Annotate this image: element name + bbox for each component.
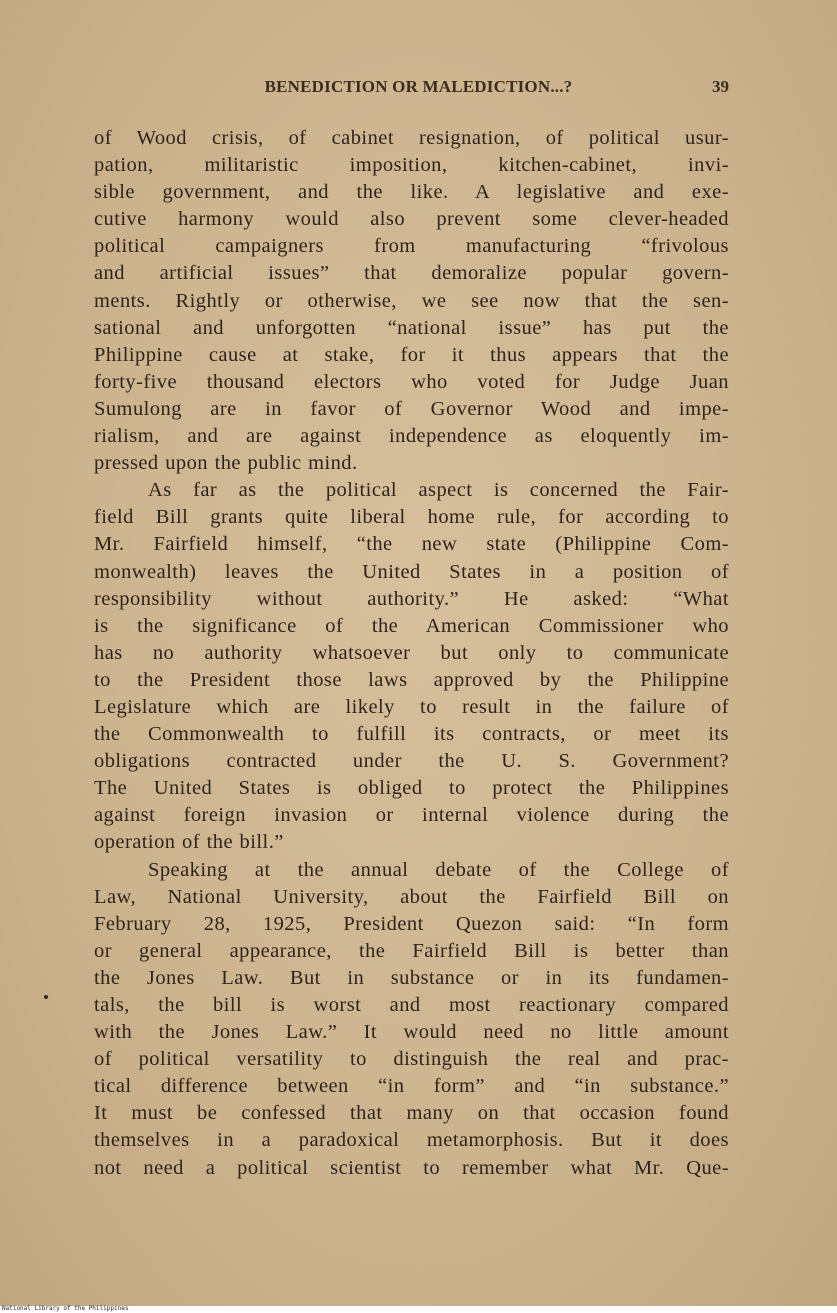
text-line: Philippine cause at stake, for it thus appears that the xyxy=(94,343,729,366)
text-line: or general appearance, the Fairfield Bill is better than xyxy=(94,939,729,962)
text-line: with the Jones Law.” It would need no little amount xyxy=(94,1021,729,1044)
text-line: obligations contracted under the U. S. Government? xyxy=(94,750,729,773)
text-line: field Bill grants quite liberal home rule, for according to xyxy=(94,506,729,529)
text-line: Legislature which are likely to result in the failure of xyxy=(94,695,729,718)
paragraph-2 xyxy=(94,477,729,856)
text-line: The United States is obliged to protect the Philippines xyxy=(94,777,729,800)
text-line: political campaigners from manufacturing “frivolous xyxy=(94,235,729,258)
text-line: to the President those laws approved by the Philippine xyxy=(94,668,729,691)
text-line: of Wood crisis, of cabinet resignation, of political usur- xyxy=(94,127,729,149)
text-line: is the significance of the American Commissioner who xyxy=(94,614,729,637)
text-line: cutive harmony would also prevent some clever-headed xyxy=(94,208,729,231)
text-line: forty-five thousand electors who voted for Judge Juan xyxy=(94,370,729,393)
text-line: It must be confessed that many on that occasion found xyxy=(94,1102,729,1125)
page-header xyxy=(0,77,837,101)
page-number: 39 xyxy=(712,77,729,96)
paragraph-3 xyxy=(94,857,729,1182)
body-text xyxy=(94,125,729,1182)
text-line: pation, militaristic imposition, kitchen-cabinet, invi- xyxy=(94,154,729,177)
text-line: rialism, and are against independence as eloquently im- xyxy=(94,425,729,448)
text-line: Speaking at the annual debate of the College of xyxy=(148,858,729,881)
text-line: ments. Rightly or otherwise, we see now that the sen- xyxy=(94,289,729,312)
ink-speck xyxy=(44,995,48,999)
text-line: operation of the bill.” xyxy=(94,831,284,854)
text-line: Mr. Fairfield himself, “the new state (Philippine Com- xyxy=(94,533,729,556)
text-line: the Commonwealth to fulfill its contracts, or meet its xyxy=(94,723,729,746)
text-line: monwealth) leaves the United States in a position of xyxy=(94,560,729,583)
text-line: themselves in a paradoxical metamorphosis. But it does xyxy=(94,1129,729,1152)
text-line: sible government, and the like. A legislative and exe- xyxy=(94,181,729,204)
library-credit: National Library of the Philippines xyxy=(2,1305,129,1312)
text-line: the Jones Law. But in substance or in its fundamen- xyxy=(94,966,729,989)
text-line: tals, the bill is worst and most reactionary compared xyxy=(94,994,729,1016)
text-line: pressed upon the public mind. xyxy=(94,452,358,475)
text-line: Law, National University, about the Fairfield Bill on xyxy=(94,885,729,908)
text-line: February 28, 1925, President Quezon said: “In form xyxy=(94,912,729,935)
text-line: sational and unforgotten “national issue” has put the xyxy=(94,316,729,339)
text-line: and artificial issues” that demoralize popular govern- xyxy=(94,262,729,285)
running-title: BENEDICTION OR MALEDICTION...? xyxy=(264,77,573,96)
text-line: not need a political scientist to remember what Mr. Que- xyxy=(94,1156,729,1179)
text-line: of political versatility to distinguish the real and prac- xyxy=(94,1048,729,1071)
text-line: tical difference between “in form” and “in substance.” xyxy=(94,1075,729,1098)
text-line: has no authority whatsoever but only to communicate xyxy=(94,641,729,664)
text-line: against foreign invasion or internal violence during the xyxy=(94,804,729,827)
text-line: As far as the political aspect is concerned the Fair- xyxy=(148,479,729,502)
text-line: Sumulong are in favor of Governor Wood and impe- xyxy=(94,397,729,420)
text-line: responsibility without authority.” He asked: “What xyxy=(94,587,729,610)
paragraph-1 xyxy=(94,125,729,477)
